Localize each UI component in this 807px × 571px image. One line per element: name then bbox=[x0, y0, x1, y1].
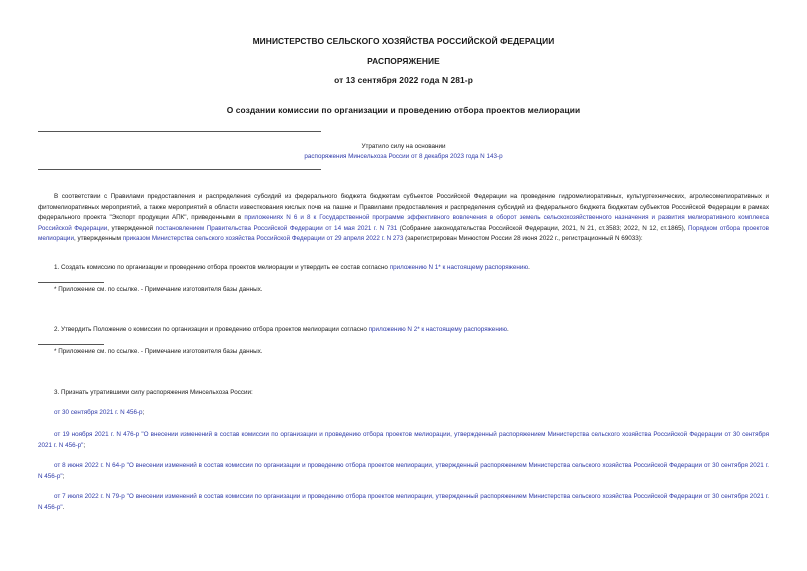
repealed-order-1-tail: ; bbox=[142, 409, 145, 416]
document-type: РАСПОРЯЖЕНИЕ bbox=[367, 56, 440, 66]
repealed-order-4-link[interactable]: от 7 июля 2022 г. N 79-р "О внесении изменений в состав комиссии по организации и проведению отбора проектов мелиорации, утвержденный распоряжением Министерства сельского хозяйства Российской Федерации от 30 сентября 2021 г. N 456-р" bbox=[38, 493, 769, 511]
item-2-end: . bbox=[507, 326, 509, 333]
ministry-order-link[interactable]: приказом Министерства сельского хозяйства Российской Федерации от 29 апреля 2022 г. N 273 bbox=[122, 235, 404, 243]
repealed-order-3-link[interactable]: от 8 июня 2022 г. N 64-р "О внесении изменений в состав комиссии по организации и проведению отбора проектов мелиорации, утвержденный распоряжением Министерства сельского хозяйства Российской Федерации от 30 сентября 2021 г. N 456-р" bbox=[38, 462, 769, 480]
footnote-2: * Приложение см. по ссылке. - Примечание изготовителя базы данных. bbox=[54, 348, 263, 355]
status-top-divider bbox=[38, 131, 321, 132]
status-bottom-divider bbox=[38, 169, 321, 170]
preamble-text-1: В соответствии с Правилами предоставления и распределения субсидий из федерального бюджета бюджетам субъектов Российской Федерации на проведение гидромелиоративных, культуртехнических, агролесомелиоративных и фитомелиоративных мероприятий, а также мероприятий в области известкования кислых почв на пашне и Правилами предоставления и распределения субсидий из федерального бюджета бюджетам субъектов Российской Федерации в рамках федерального проекта "Экспорт продукции АПК", приведенными в bbox=[38, 193, 769, 222]
item-1-text: 1. Создать комиссию по организации и проведению отбора проектов мелиорации и утвердить ее состав согласно bbox=[54, 264, 390, 271]
item-2-text: 2. Утвердить Положение о комиссии по организации и проведению отбора проектов мелиорации согласно bbox=[54, 326, 369, 333]
preamble-paragraph bbox=[38, 192, 769, 245]
state-program-appendix-link[interactable]: приложениях N 6 и 8 к Государственной программе эффективного вовлечения в оборот земель сельскохозяйственного назначения и развития мелиоративного комплекса Российской Федерации bbox=[38, 214, 769, 232]
status-note: Утратило силу на основании bbox=[361, 143, 446, 150]
repealed-order-4-tail: . bbox=[62, 503, 65, 511]
document-title: О создании комиссии по организации и проведению отбора проектов мелиорации bbox=[226, 105, 581, 115]
repealed-item bbox=[38, 492, 769, 513]
ministry-heading: МИНИСТЕРСТВО СЕЛЬСКОГО ХОЗЯЙСТВА РОССИЙСКОЙ ФЕДЕРАЦИИ bbox=[252, 36, 555, 46]
item-1-end: . bbox=[528, 264, 530, 271]
repealed-item bbox=[54, 408, 144, 419]
appendix-1-link[interactable]: приложению N 1* к настоящему распоряжению bbox=[389, 264, 529, 271]
preamble-text-2: , утвержденной bbox=[107, 224, 156, 232]
repealed-order-3-tail: ; bbox=[62, 472, 65, 480]
footnote-2-divider bbox=[38, 344, 104, 345]
status-link-line bbox=[0, 152, 807, 163]
preamble-text-4: , утвержденным bbox=[73, 235, 123, 243]
repealed-item bbox=[38, 461, 769, 482]
repealed-order-2-link[interactable]: от 19 ноября 2021 г. N 476-р "О внесении изменений в состав комиссии по организации и проведению отбора проектов мелиорации, утвержденный распоряжением Министерства сельского хозяйства Российской Федерации от 30 сентября 2021 г. N 456-р" bbox=[38, 431, 769, 449]
item-2 bbox=[54, 325, 509, 336]
document-date: от 13 сентября 2022 года N 281-р bbox=[334, 75, 473, 85]
preamble-text-3: (Собрание законодательства Российской Федерации, 2021, N 21, ст.3583; 2022, N 12, ст.1865), bbox=[397, 224, 688, 232]
item-1 bbox=[54, 263, 530, 274]
preamble-text-5: (зарегистрирован Минюстом России 28 июня 2022 г., регистрационный N 69033): bbox=[403, 235, 643, 243]
repeal-order-link[interactable]: распоряжения Минсельхоза России от 8 декабря 2023 года N 143-р bbox=[304, 153, 503, 160]
footnote-1: * Приложение см. по ссылке. - Примечание изготовителя базы данных. bbox=[54, 286, 263, 293]
footnote-1-divider bbox=[38, 282, 104, 283]
repealed-item bbox=[38, 430, 769, 451]
repealed-order-2-tail: ; bbox=[83, 441, 86, 449]
repealed-order-1-link[interactable]: от 30 сентября 2021 г. N 456-р bbox=[54, 409, 143, 416]
selection-procedure-link[interactable]: Порядком отбора проектов мелиорации bbox=[38, 224, 769, 243]
item-3: 3. Признать утратившими силу распоряжения Минсельхоза России: bbox=[54, 389, 253, 396]
government-resolution-link[interactable]: постановлением Правительства Российской Федерации от 14 мая 2021 г. N 731 bbox=[155, 224, 398, 232]
appendix-2-link[interactable]: приложению N 2* к настоящему распоряжению bbox=[368, 326, 508, 333]
